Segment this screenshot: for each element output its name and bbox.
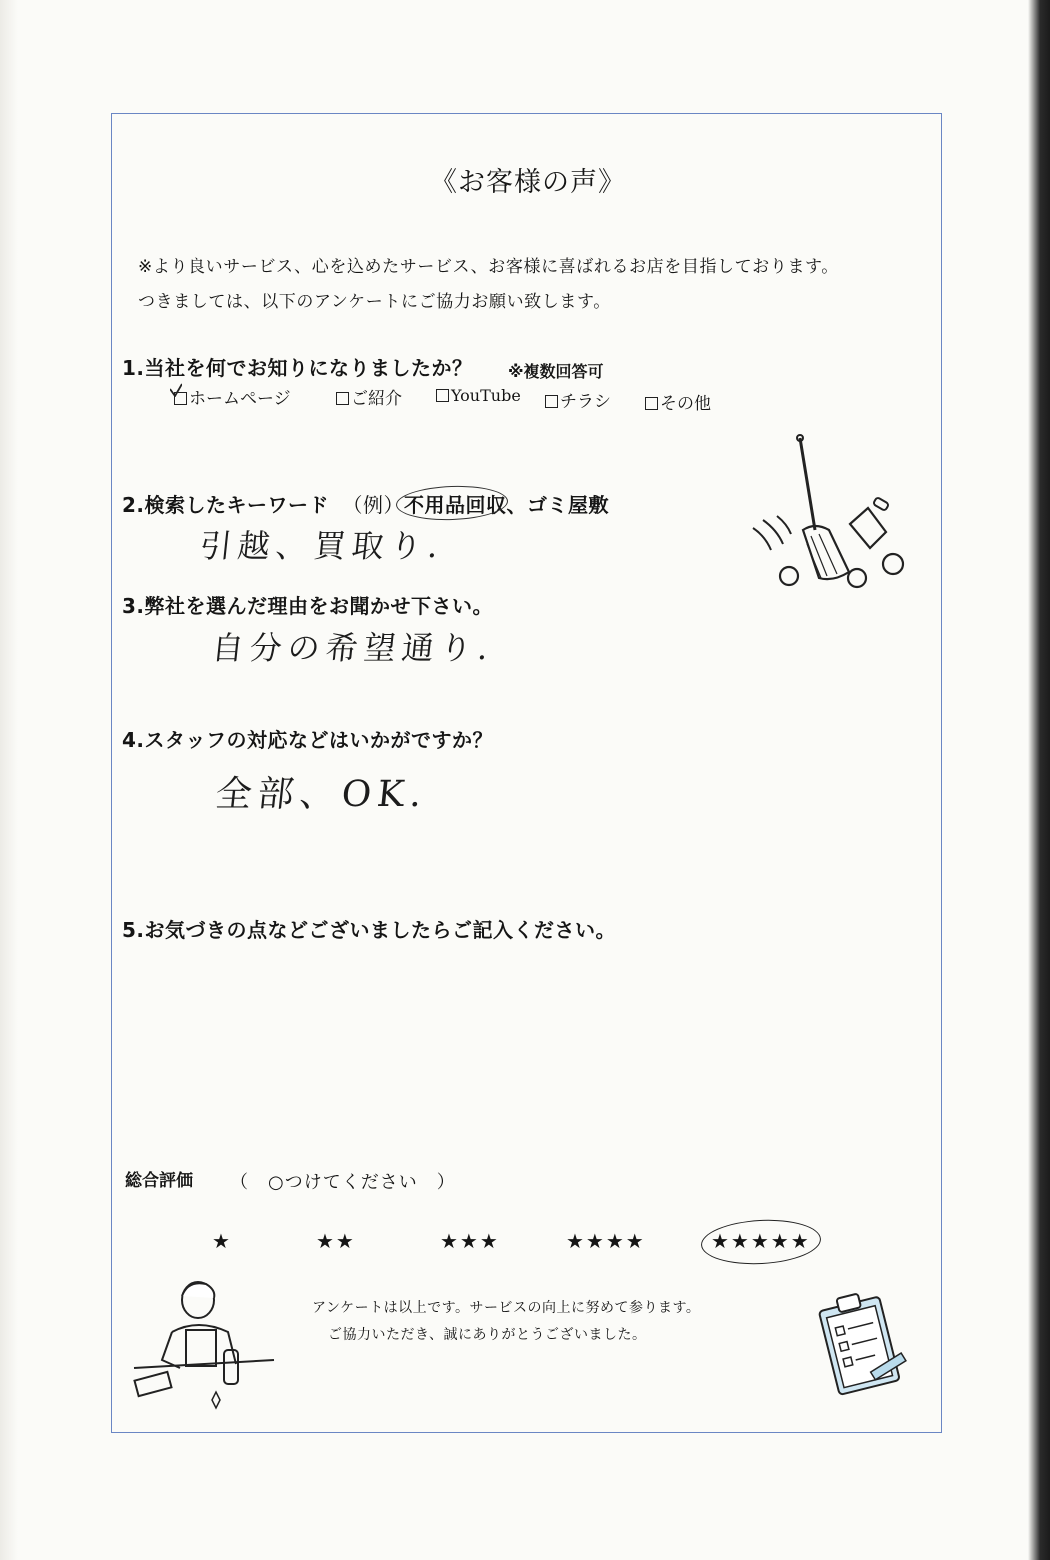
option-other[interactable]	[645, 389, 711, 414]
closing-line-2: ご協力いただき、誠にありがとうございました。	[328, 1327, 647, 1343]
checkbox[interactable]	[645, 397, 658, 410]
option-label: YouTube	[451, 386, 521, 405]
rating-option-3[interactable]: ★★★	[440, 1229, 500, 1253]
intro-line-1: ※より良いサービス、心を込めたサービス、お客様に喜ばれるお店を目指しております。	[138, 257, 839, 277]
question-3-answer[interactable]: 自分の希望通り.	[209, 629, 496, 667]
question-2-answer[interactable]: 引越、買取り.	[197, 527, 446, 565]
option-label: ホームページ	[189, 389, 291, 409]
question-3-label: 3.弊社を選んだ理由をお聞かせ下さい。	[122, 594, 494, 618]
example-circled: 不用品回収	[403, 493, 507, 517]
dustpan-icon	[846, 496, 896, 556]
checkbox[interactable]	[436, 389, 449, 402]
question-1-note: ※複数回答可	[508, 362, 604, 381]
rating-option-5[interactable]: ★★★★★	[711, 1229, 811, 1253]
rating-option-1[interactable]: ★	[212, 1229, 232, 1253]
example-prefix: （例）	[342, 493, 404, 517]
option-label: その他	[660, 394, 711, 414]
option-flyer[interactable]	[545, 387, 611, 412]
question-1-label: 1.当社を何でお知りになりましたか？	[122, 356, 473, 380]
rating-label: 総合評価	[125, 1171, 193, 1191]
question-5-label: 5.お気づきの点などございましたらご記入ください。	[122, 918, 617, 942]
checkbox[interactable]	[545, 395, 558, 408]
option-label: チラシ	[560, 392, 611, 412]
option-youtube[interactable]	[436, 386, 521, 405]
closing-line-1: アンケートは以上です。サービスの向上に努めて参ります。	[312, 1300, 701, 1316]
rating-option-2[interactable]: ★★	[316, 1229, 356, 1253]
intro-line-2: つきましては、以下のアンケートにご協力お願い致します。	[138, 292, 611, 312]
option-label: ご紹介	[351, 389, 402, 409]
checkbox[interactable]	[336, 392, 349, 405]
cleaning-staff-icon	[128, 1272, 278, 1412]
page-title: 《お客様の声》	[430, 167, 626, 198]
question-4-answer[interactable]: 全部、OK.	[213, 774, 430, 815]
question-2-label	[122, 489, 609, 518]
checkmark-icon	[170, 383, 182, 397]
question-4-label: 4.スタッフの対応などはいかがですか？	[122, 728, 494, 752]
rating-hint: （ ○つけてください ）	[230, 1172, 456, 1193]
option-referral[interactable]	[336, 384, 402, 409]
option-homepage[interactable]	[174, 384, 291, 409]
rating-option-4[interactable]: ★★★★	[566, 1229, 646, 1253]
question-5-answer-area[interactable]	[140, 960, 920, 1140]
clipboard-icon	[812, 1288, 912, 1400]
question-2-text: 2.検索したキーワード	[122, 493, 330, 517]
example-rest: 、ゴミ屋敷	[506, 493, 609, 517]
